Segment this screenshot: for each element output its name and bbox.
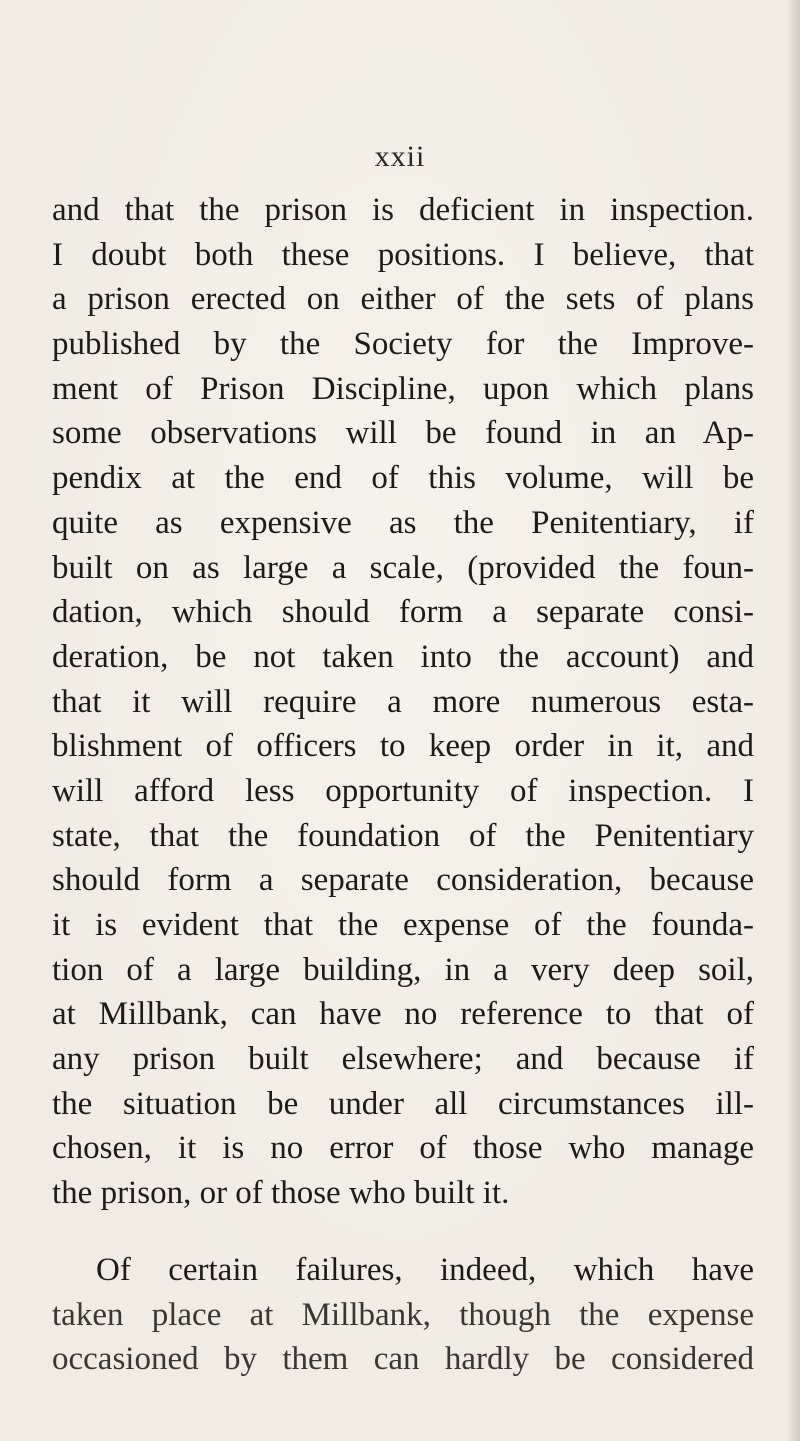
text-line: I doubt both these positions. I believe, that [52,236,754,273]
text-line: tion of a large building, in a very deep soil, [52,951,754,988]
text-line: the situation be under all circumstances ill- [52,1085,754,1122]
paragraph-1 [52,188,754,1216]
text-line: deration, be not taken into the account) and [52,638,754,675]
page-number: xxii [374,140,426,173]
paragraph-2 [52,1248,754,1382]
text-line: it is evident that the expense of the founda- [52,907,754,943]
text-line: any prison built elsewhere; and because if [52,1041,754,1078]
body-text [52,188,754,1382]
paragraph-gap [52,1216,754,1248]
text-line: ment of Prison Discipline, upon which plans [52,370,754,407]
text-line: a prison erected on either of the sets of plans [52,281,754,318]
text-line: blishment of officers to keep order in it, and [52,728,754,765]
text-line: the prison, or of those who built it. [52,1175,510,1212]
text-line: chosen, it is no error of those who manage [52,1130,754,1167]
text-line: at Millbank, can have no reference to that of [52,996,754,1033]
text-line: quite as expensive as the Penitentiary, if [52,504,754,541]
text-line: will afford less opportunity of inspection. I [52,772,754,809]
text-line: occasioned by them can hardly be considered [52,1341,754,1378]
text-line: taken place at Millbank, though the expense [52,1296,754,1333]
text-line: and that the prison is deficient in inspection. [52,192,754,228]
text-line: pendix at the end of this volume, will be [52,460,754,497]
text-line: dation, which should form a separate consi- [52,594,754,631]
text-line: that it will require a more numerous esta- [52,683,754,720]
text-line: state, that the foundation of the Penitentiary [52,817,754,854]
page-edge-shadow [786,0,800,1441]
text-line: built on as large a scale, (provided the foun- [52,549,754,586]
text-line: some observations will be found in an Ap- [52,415,754,452]
text-line: published by the Society for the Improve- [52,326,754,363]
text-line: should form a separate consideration, because [52,862,754,899]
text-line: Of certain failures, indeed, which have [96,1251,754,1288]
